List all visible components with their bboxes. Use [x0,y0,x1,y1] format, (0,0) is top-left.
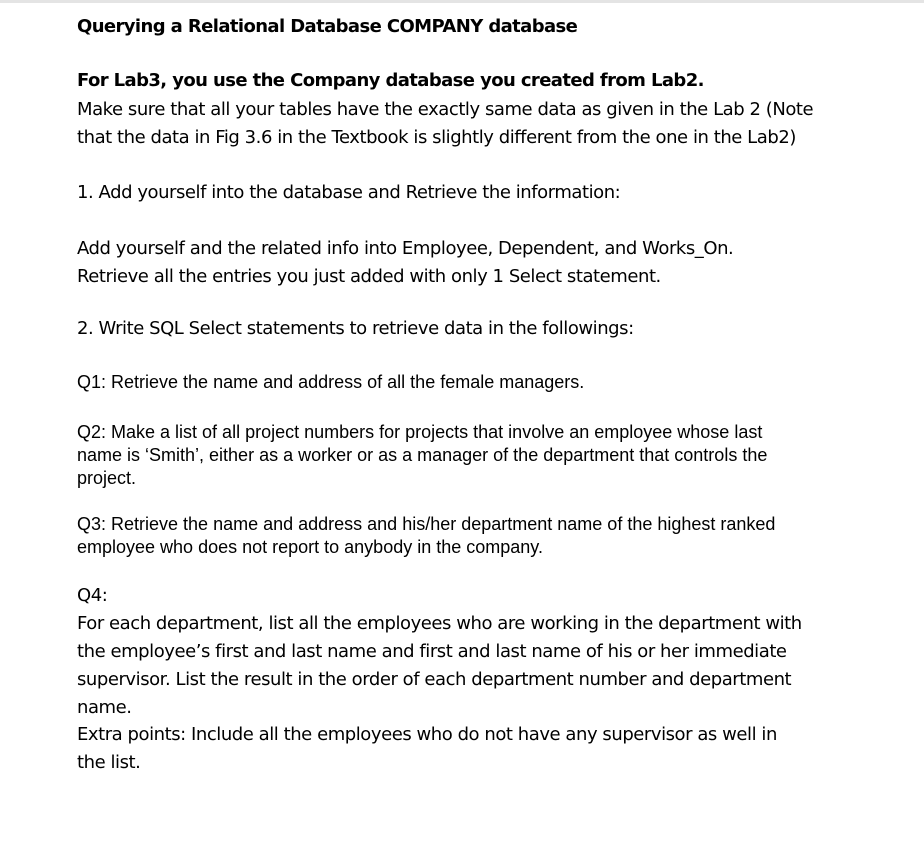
question-3-line: Q3: Retrieve the name and address and his/her department name of the highest ranked [77,514,776,534]
section-1-line: Retrieve all the entries you just added with only 1 Select statement. [77,266,661,287]
lab-text-line: Make sure that all your tables have the exactly same data as given in the Lab 2 (Note [77,99,814,120]
question-4-line: name. [77,697,132,718]
section-1-line: Add yourself and the related info into Employee, Dependent, and Works_On. [77,238,734,259]
document-title: Querying a Relational Database COMPANY database [77,16,578,37]
question-4-line: Extra points: Include all the employees who do not have any supervisor as well in [77,724,777,745]
question-1: Q1: Retrieve the name and address of all the female managers. [77,372,585,392]
question-2-line: name is ‘Smith’, either as a worker or as a manager of the department that controls the [77,445,768,465]
question-3-line: employee who does not report to anybody in the company. [77,537,543,557]
question-4-line: the list. [77,752,141,773]
question-4-line: For each department, list all the employees who are working in the department with [77,613,802,634]
lab-text-line: that the data in Fig 3.6 in the Textbook is slightly different from the one in the Lab2) [77,127,796,148]
page-top-border [0,0,924,3]
section-1-heading: 1. Add yourself into the database and Retrieve the information: [77,182,621,203]
question-4-heading: Q4: [77,585,108,606]
lab-heading: For Lab3, you use the Company database you created from Lab2. [77,70,704,91]
question-4-line: the employee’s first and last name and first and last name of his or her immediate [77,641,787,662]
question-2-line: Q2: Make a list of all project numbers for projects that involve an employee whose last [77,422,763,442]
question-2-line: project. [77,468,137,488]
question-4-line: supervisor. List the result in the order of each department number and department [77,669,792,690]
section-2-heading: 2. Write SQL Select statements to retrieve data in the followings: [77,318,634,339]
